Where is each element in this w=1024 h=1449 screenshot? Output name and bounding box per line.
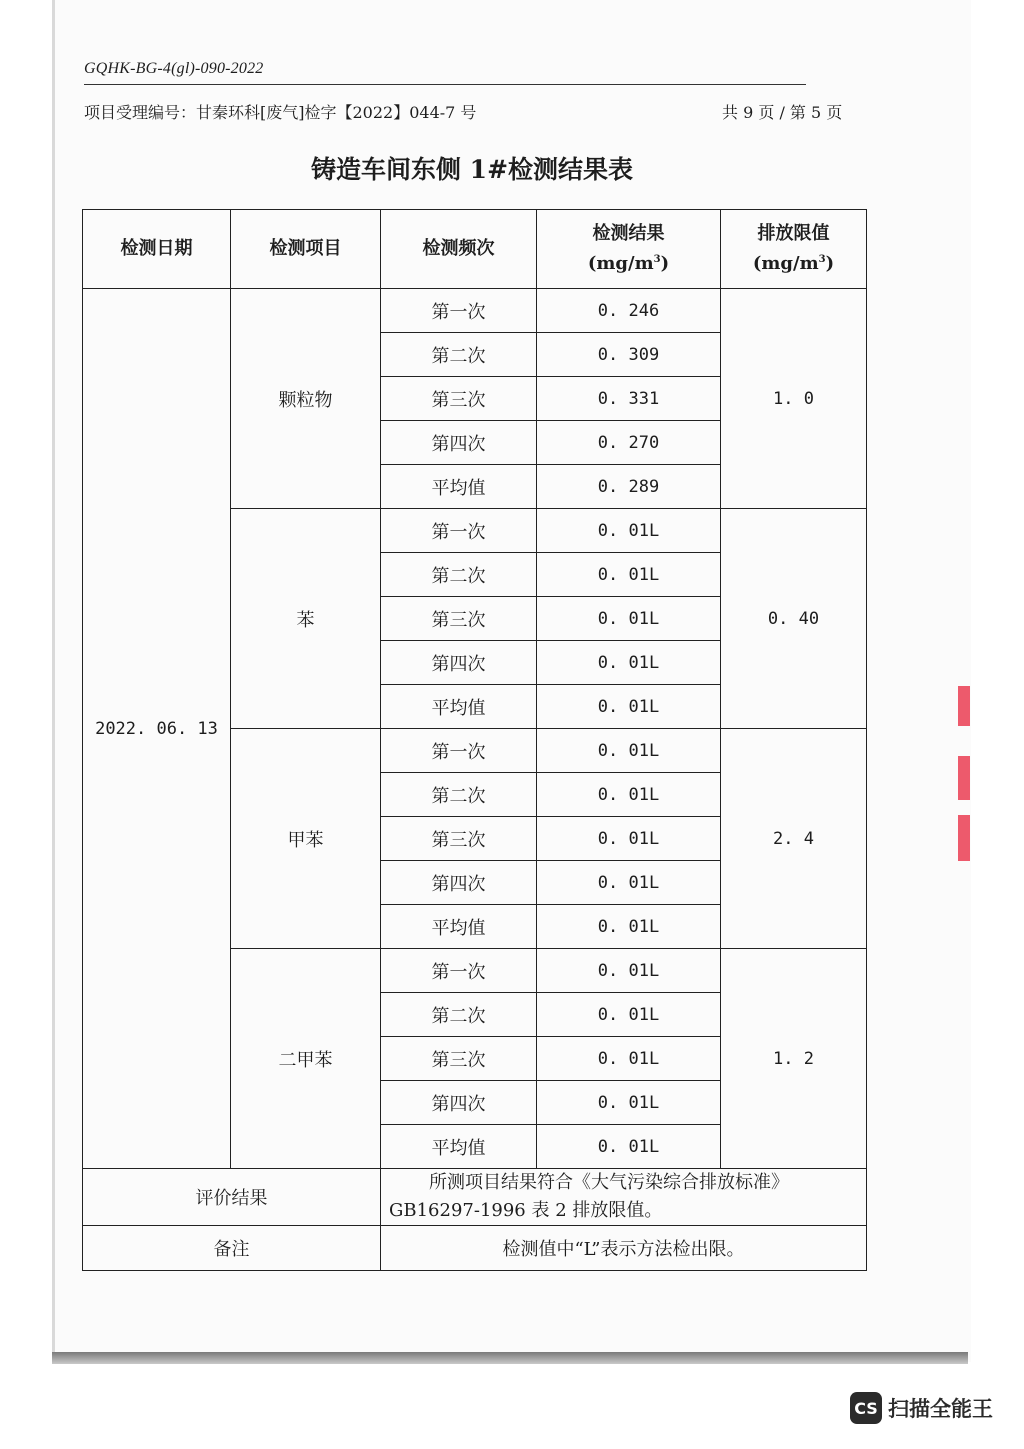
frequency-cell: 第四次 bbox=[381, 641, 537, 685]
result-cell: 0. 01L bbox=[537, 685, 721, 729]
header-divider bbox=[84, 84, 806, 85]
result-cell: 0. 270 bbox=[537, 421, 721, 465]
page-indicator: 共 9 页 / 第 5 页 bbox=[722, 103, 843, 122]
limit-cell: 1. 2 bbox=[721, 949, 867, 1169]
result-cell: 0. 01L bbox=[537, 1125, 721, 1169]
result-cell: 0. 01L bbox=[537, 553, 721, 597]
header-date: 检测日期 bbox=[83, 210, 231, 289]
limit-cell: 2. 4 bbox=[721, 729, 867, 949]
header-row bbox=[83, 210, 867, 289]
date-cell: 2022. 06. 13 bbox=[83, 289, 231, 1169]
result-cell: 0. 01L bbox=[537, 509, 721, 553]
evaluation-text: 所测项目结果符合《大气污染综合排放标准》 GB16297-1996 表 2 排放限值。 bbox=[381, 1169, 867, 1226]
unit-label: $(mg/m^3)$ bbox=[587, 253, 670, 274]
result-cell: 0. 01L bbox=[537, 641, 721, 685]
frequency-cell: 第二次 bbox=[381, 553, 537, 597]
result-cell: 0. 01L bbox=[537, 861, 721, 905]
frequency-cell: 第二次 bbox=[381, 333, 537, 377]
result-cell: 0. 01L bbox=[537, 597, 721, 641]
limit-cell: 0. 40 bbox=[721, 509, 867, 729]
remark-text: 检测值中“L”表示方法检出限。 bbox=[381, 1226, 867, 1271]
result-cell: 0. 246 bbox=[537, 289, 721, 333]
page-bottom-shadow bbox=[52, 1352, 968, 1364]
result-cell: 0. 01L bbox=[537, 817, 721, 861]
cs-logo-icon: CS bbox=[850, 1392, 882, 1424]
frequency-cell: 平均值 bbox=[381, 1125, 537, 1169]
frequency-cell: 平均值 bbox=[381, 685, 537, 729]
frequency-cell: 平均值 bbox=[381, 465, 537, 509]
item-cell: 甲苯 bbox=[231, 729, 381, 949]
result-cell: 0. 01L bbox=[537, 1037, 721, 1081]
scanner-app-name: 扫描全能王 bbox=[888, 1397, 993, 1421]
result-cell: 0. 01L bbox=[537, 905, 721, 949]
frequency-cell: 第一次 bbox=[381, 289, 537, 333]
frequency-cell: 第三次 bbox=[381, 597, 537, 641]
item-cell: 颗粒物 bbox=[231, 289, 381, 509]
frequency-cell: 第二次 bbox=[381, 773, 537, 817]
item-cell: 二甲苯 bbox=[231, 949, 381, 1169]
result-cell: 0. 01L bbox=[537, 949, 721, 993]
table-title: 铸造车间东侧 1#检测结果表 bbox=[310, 155, 634, 184]
item-cell: 苯 bbox=[231, 509, 381, 729]
evaluation-row bbox=[83, 1169, 867, 1226]
header-item: 检测项目 bbox=[231, 210, 381, 289]
header-limit bbox=[721, 210, 867, 289]
limit-cell: 1. 0 bbox=[721, 289, 867, 509]
results-table bbox=[82, 209, 867, 1271]
result-cell: 0. 01L bbox=[537, 1081, 721, 1125]
frequency-cell: 第一次 bbox=[381, 949, 537, 993]
acceptance-number: 项目受理编号：甘秦环科[废气]检字【2022】044-7 号 bbox=[84, 103, 477, 122]
header-result bbox=[537, 210, 721, 289]
header-result-label: 检测结果 bbox=[592, 223, 665, 244]
frequency-cell: 第三次 bbox=[381, 817, 537, 861]
frequency-cell: 第三次 bbox=[381, 1037, 537, 1081]
remark-row bbox=[83, 1226, 867, 1271]
frequency-cell: 平均值 bbox=[381, 905, 537, 949]
scanner-watermark bbox=[850, 1392, 993, 1424]
remark-label: 备注 bbox=[83, 1226, 381, 1271]
result-cell: 0. 01L bbox=[537, 729, 721, 773]
result-cell: 0. 309 bbox=[537, 333, 721, 377]
red-seal-fragment bbox=[958, 756, 970, 800]
red-seal-fragment bbox=[958, 815, 970, 861]
frequency-cell: 第四次 bbox=[381, 1081, 537, 1125]
result-cell: 0. 01L bbox=[537, 773, 721, 817]
evaluation-label: 评价结果 bbox=[83, 1169, 381, 1226]
table-row bbox=[83, 289, 867, 333]
frequency-cell: 第一次 bbox=[381, 729, 537, 773]
frequency-cell: 第四次 bbox=[381, 421, 537, 465]
document-code: GQHK-BG-4(gl)-090-2022 bbox=[84, 60, 264, 77]
red-seal-fragment bbox=[958, 686, 970, 726]
header-limit-label: 排放限值 bbox=[757, 223, 830, 244]
frequency-cell: 第三次 bbox=[381, 377, 537, 421]
result-cell: 0. 289 bbox=[537, 465, 721, 509]
result-cell: 0. 01L bbox=[537, 993, 721, 1037]
frequency-cell: 第二次 bbox=[381, 993, 537, 1037]
result-cell: 0. 331 bbox=[537, 377, 721, 421]
frequency-cell: 第四次 bbox=[381, 861, 537, 905]
frequency-cell: 第一次 bbox=[381, 509, 537, 553]
header-frequency: 检测频次 bbox=[381, 210, 537, 289]
unit-label: $(mg/m^3)$ bbox=[752, 253, 835, 274]
